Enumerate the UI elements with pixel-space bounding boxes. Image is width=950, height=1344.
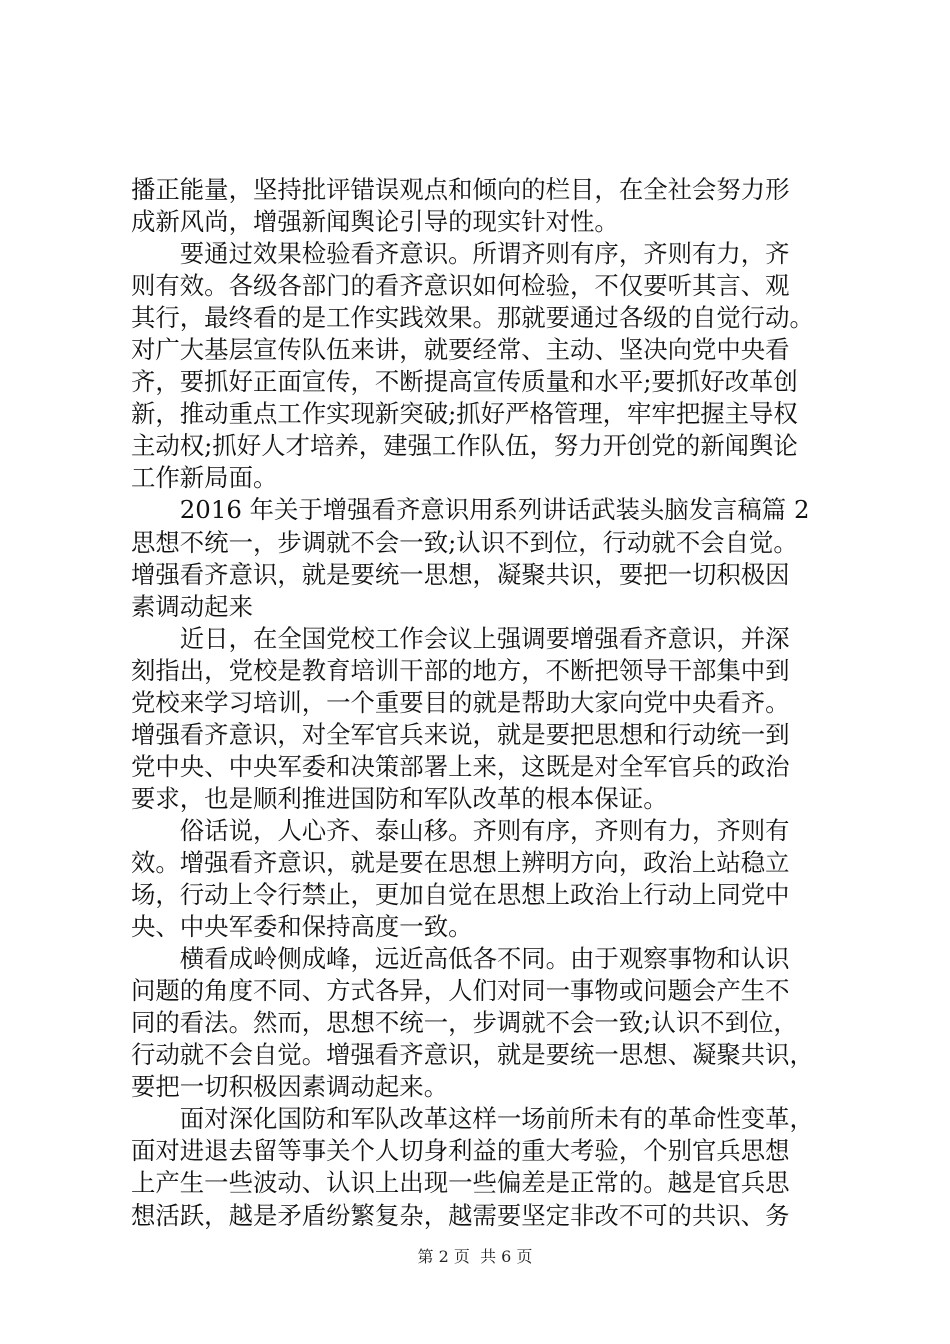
text-line: 工作新局面。 [131, 463, 278, 493]
text-line: 面对深化国防和军队改革这样一场前所未有的革命性变革， [131, 1104, 814, 1134]
section-heading-line: 2016 年关于增强看齐意识用系列讲话武装头脑发言稿篇 2 [131, 495, 810, 525]
text-line: 要通过效果检验看齐意识。所谓齐则有序，齐则有力，齐 [131, 239, 790, 269]
text-line: 近日，在全国党校工作会议上强调要增强看齐意识，并深 [131, 623, 790, 653]
text-line: 刻指出，党校是教育培训干部的地方，不断把领导干部集中到 [131, 655, 790, 685]
text-line: 要求，也是顺利推进国防和军队改革的根本保证。 [131, 783, 668, 813]
text-line: 素调动起来 [131, 591, 253, 621]
text-line: 党校来学习培训，一个重要目的就是帮助大家向党中央看齐。 [131, 687, 790, 717]
text-line: 效。增强看齐意识，就是要在思想上辨明方向，政治上站稳立 [131, 847, 790, 877]
text-line: 横看成岭侧成峰，远近高低各不同。由于观察事物和认识 [131, 944, 790, 974]
page-footer [0, 1244, 950, 1267]
text-line: 想活跃，越是矛盾纷繁复杂，越需要坚定非改不可的共识、务 [131, 1200, 790, 1230]
text-line: 增强看齐意识，对全军官兵来说，就是要把思想和行动统一到 [131, 719, 790, 749]
text-line: 对广大基层宣传队伍来讲，就要经常、主动、坚决向党中央看 [131, 335, 790, 365]
text-line: 党中央、中央军委和决策部署上来，这既是对全军官兵的政治 [131, 751, 790, 781]
text-line: 俗话说，人心齐、泰山移。齐则有序，齐则有力，齐则有 [131, 815, 790, 845]
text-line: 其行，最终看的是工作实践效果。那就要通过各级的自觉行动。 [131, 303, 814, 333]
text-line: 场，行动上令行禁止，更加自觉在思想上政治上行动上同党中 [131, 880, 790, 910]
text-line: 面对进退去留等事关个人切身利益的重大考验，个别官兵思想 [131, 1136, 790, 1166]
text-line: 成新风尚，增强新闻舆论引导的现实针对性。 [131, 207, 619, 237]
text-line: 播正能量，坚持批评错误观点和倾向的栏目，在全社会努力形 [131, 175, 790, 204]
text-line: 问题的角度不同、方式各异，人们对同一事物或问题会产生不 [131, 976, 790, 1006]
text-line: 增强看齐意识，就是要统一思想，凝聚共识，要把一切积极因 [131, 559, 790, 589]
text-line: 则有效。各级各部门的看齐意识如何检验，不仅要听其言、观 [131, 271, 790, 301]
text-line: 思想不统一，步调就不会一致;认识不到位，行动就不会自觉。 [131, 527, 798, 557]
text-line: 主动权;抓好人才培养，建强工作队伍，努力开创党的新闻舆论 [131, 431, 798, 461]
text-line: 行动就不会自觉。增强看齐意识，就是要统一思想、凝聚共识， [131, 1040, 814, 1070]
document-body [131, 174, 851, 1232]
page-number-label: 第 2 页 共 6 页 [417, 1247, 533, 1266]
text-line: 央、中央军委和保持高度一致。 [131, 912, 473, 942]
text-line: 新，推动重点工作实现新突破;抓好严格管理，牢牢把握主导权 [131, 399, 798, 429]
text-line: 同的看法。然而，思想不统一，步调就不会一致;认识不到位， [131, 1008, 798, 1038]
text-line: 要把一切积极因素调动起来。 [131, 1072, 449, 1102]
text-line: 上产生一些波动、认识上出现一些偏差是正常的。越是官兵思 [131, 1168, 790, 1198]
text-line: 齐，要抓好正面宣传，不断提高宣传质量和水平;要抓好改革创 [131, 367, 798, 397]
